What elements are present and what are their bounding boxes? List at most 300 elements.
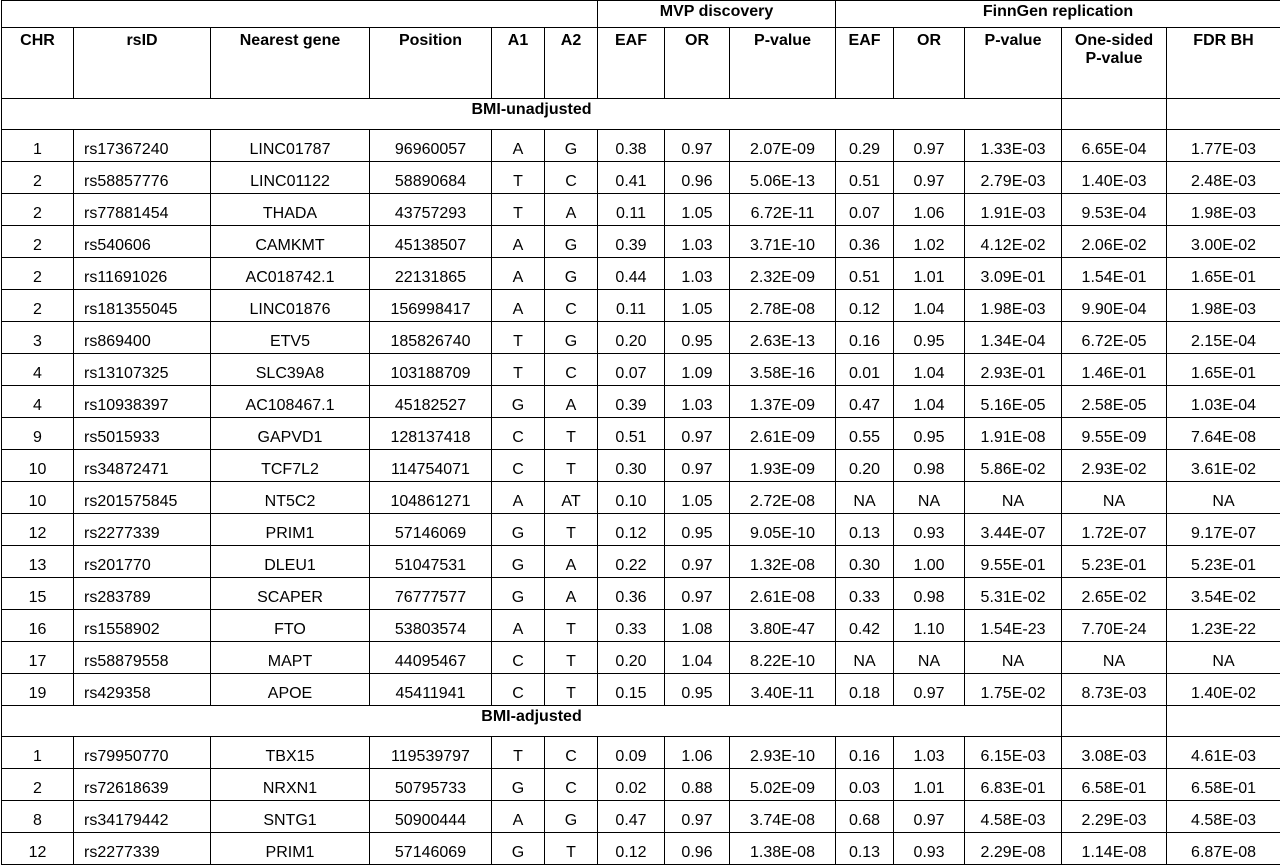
table-cell: APOE (211, 674, 370, 706)
table-row (2, 418, 1280, 450)
table-row (2, 833, 1280, 865)
table-cell: FTO (211, 610, 370, 642)
column-header: OR (665, 28, 730, 99)
table-cell: 104861271 (370, 482, 492, 514)
group-header-row (2, 1, 1280, 28)
table-cell: 1.04 (894, 354, 965, 386)
table-cell: 1.77E-03 (1167, 130, 1280, 162)
table-cell: T (545, 450, 598, 482)
table-cell: PRIM1 (211, 514, 370, 546)
table-cell: NT5C2 (211, 482, 370, 514)
table-cell: 1.04 (894, 386, 965, 418)
table-cell: 0.47 (836, 386, 894, 418)
table-cell: 0.01 (836, 354, 894, 386)
table-cell: 0.97 (665, 130, 730, 162)
column-header: P-value (965, 28, 1062, 99)
table-cell: 119539797 (370, 737, 492, 769)
table-cell: AC018742.1 (211, 258, 370, 290)
table-cell: 1.40E-03 (1062, 162, 1167, 194)
table-cell: 0.96 (665, 833, 730, 865)
table-cell: 2.72E-08 (730, 482, 836, 514)
table-cell: rs429358 (74, 674, 211, 706)
table-cell: G (492, 546, 545, 578)
table-cell: 2.93E-02 (1062, 450, 1167, 482)
table-cell: 57146069 (370, 514, 492, 546)
column-header: FDR BH (1167, 28, 1280, 99)
table-cell: A (545, 578, 598, 610)
table-cell: 1.54E-01 (1062, 258, 1167, 290)
table-cell: 0.20 (836, 450, 894, 482)
table-cell: A (545, 194, 598, 226)
table-cell: A (492, 610, 545, 642)
table-cell: 2.78E-08 (730, 290, 836, 322)
table-cell: T (492, 737, 545, 769)
table-cell: 1.14E-08 (1062, 833, 1167, 865)
column-header: rsID (74, 28, 211, 99)
table-cell: 0.13 (836, 833, 894, 865)
table-cell: 2.61E-09 (730, 418, 836, 450)
table-cell: 0.51 (836, 258, 894, 290)
table-cell: NA (1062, 642, 1167, 674)
table-cell: 22131865 (370, 258, 492, 290)
table-cell: LINC01122 (211, 162, 370, 194)
table-cell: NA (1167, 642, 1280, 674)
table-cell: 0.11 (598, 194, 665, 226)
table-cell: SCAPER (211, 578, 370, 610)
table-cell: 8 (2, 801, 74, 833)
table-cell: 2 (2, 194, 74, 226)
table-cell: 1.05 (665, 482, 730, 514)
table-cell: TBX15 (211, 737, 370, 769)
table-cell: 4.58E-03 (1167, 801, 1280, 833)
table-cell: C (545, 290, 598, 322)
table-cell: 6.15E-03 (965, 737, 1062, 769)
table-cell: CAMKMT (211, 226, 370, 258)
table-row (2, 482, 1280, 514)
table-cell: 1.01 (894, 769, 965, 801)
table-cell: G (492, 386, 545, 418)
table-cell: G (545, 258, 598, 290)
table-cell: rs2277339 (74, 833, 211, 865)
table-cell: 13 (2, 546, 74, 578)
table-cell: rs181355045 (74, 290, 211, 322)
table-cell: G (545, 226, 598, 258)
table-cell: 0.39 (598, 386, 665, 418)
table-cell: 1.40E-02 (1167, 674, 1280, 706)
table-cell: 2.06E-02 (1062, 226, 1167, 258)
table-row (2, 194, 1280, 226)
table-row (2, 258, 1280, 290)
table-cell: 0.33 (598, 610, 665, 642)
table-cell: T (492, 194, 545, 226)
table-cell: 2 (2, 258, 74, 290)
table-cell: 0.44 (598, 258, 665, 290)
section-header-blank-cell (1167, 99, 1280, 130)
table-cell: 3.09E-01 (965, 258, 1062, 290)
table-cell: 12 (2, 833, 74, 865)
table-cell: 1.65E-01 (1167, 354, 1280, 386)
section-header-row (2, 99, 1280, 130)
table-cell: T (545, 674, 598, 706)
table-cell: 2.07E-09 (730, 130, 836, 162)
table-cell: 0.11 (598, 290, 665, 322)
table-cell: 0.16 (836, 737, 894, 769)
table-cell: 19 (2, 674, 74, 706)
table-cell: A (492, 482, 545, 514)
table-row (2, 674, 1280, 706)
table-cell: 1.93E-09 (730, 450, 836, 482)
table-cell: 0.95 (665, 322, 730, 354)
table-cell: 10 (2, 450, 74, 482)
table-cell: 1.98E-03 (1167, 194, 1280, 226)
table-cell: 6.83E-01 (965, 769, 1062, 801)
table-cell: T (545, 418, 598, 450)
table-cell: 2.48E-03 (1167, 162, 1280, 194)
table-row (2, 610, 1280, 642)
table-row (2, 450, 1280, 482)
table-cell: NA (965, 482, 1062, 514)
table-cell: 2.29E-08 (965, 833, 1062, 865)
table-cell: 1.05 (665, 290, 730, 322)
table-cell: 0.97 (894, 162, 965, 194)
table-cell: MAPT (211, 642, 370, 674)
group-header-blank (2, 1, 598, 28)
table-cell: 96960057 (370, 130, 492, 162)
table-cell: 0.95 (665, 514, 730, 546)
table-cell: 0.22 (598, 546, 665, 578)
table-cell: 0.16 (836, 322, 894, 354)
table-cell: rs283789 (74, 578, 211, 610)
table-cell: 9.90E-04 (1062, 290, 1167, 322)
table-cell: 0.36 (836, 226, 894, 258)
table-cell: 1 (2, 130, 74, 162)
table-cell: 0.97 (665, 578, 730, 610)
column-header: Nearest gene (211, 28, 370, 99)
table-cell: 2.15E-04 (1167, 322, 1280, 354)
table-cell: 9.17E-07 (1167, 514, 1280, 546)
table-cell: NA (1167, 482, 1280, 514)
table-cell: 45182527 (370, 386, 492, 418)
table-cell: T (545, 610, 598, 642)
table-cell: 1.91E-03 (965, 194, 1062, 226)
table-cell: 0.55 (836, 418, 894, 450)
table-cell: 9.53E-04 (1062, 194, 1167, 226)
table-cell: rs201770 (74, 546, 211, 578)
table-cell: rs58857776 (74, 162, 211, 194)
table-cell: C (492, 450, 545, 482)
table-cell: rs58879558 (74, 642, 211, 674)
table-cell: 1.38E-08 (730, 833, 836, 865)
table-cell: 1.33E-03 (965, 130, 1062, 162)
table-cell: 3.44E-07 (965, 514, 1062, 546)
table-cell: G (492, 514, 545, 546)
table-cell: 6.72E-05 (1062, 322, 1167, 354)
table-cell: rs34872471 (74, 450, 211, 482)
section-title: BMI-adjusted (2, 706, 1062, 737)
table-cell: 0.88 (665, 769, 730, 801)
table-cell: AC108467.1 (211, 386, 370, 418)
table-row (2, 737, 1280, 769)
table-cell: 1.65E-01 (1167, 258, 1280, 290)
table-cell: C (545, 354, 598, 386)
group-header-mvp: MVP discovery (598, 1, 836, 28)
table-cell: 5.31E-02 (965, 578, 1062, 610)
table-row (2, 546, 1280, 578)
table-cell: 1.03 (665, 386, 730, 418)
table-cell: 0.98 (894, 578, 965, 610)
table-cell: 0.93 (894, 514, 965, 546)
table-cell: 57146069 (370, 833, 492, 865)
column-header: EAF (836, 28, 894, 99)
table-cell: rs72618639 (74, 769, 211, 801)
table-cell: 2.93E-01 (965, 354, 1062, 386)
table-cell: 6.72E-11 (730, 194, 836, 226)
table-cell: C (492, 418, 545, 450)
table-cell: 4.58E-03 (965, 801, 1062, 833)
table-row (2, 290, 1280, 322)
table-cell: 2.63E-13 (730, 322, 836, 354)
table-cell: T (492, 322, 545, 354)
table-cell: 6.58E-01 (1167, 769, 1280, 801)
table-cell: rs5015933 (74, 418, 211, 450)
table-cell: 1.01 (894, 258, 965, 290)
table-cell: 0.95 (894, 418, 965, 450)
table-cell: 1.98E-03 (965, 290, 1062, 322)
table-cell: NA (894, 482, 965, 514)
table-cell: 44095467 (370, 642, 492, 674)
table-cell: 7.70E-24 (1062, 610, 1167, 642)
table-cell: A (545, 386, 598, 418)
table-cell: 1 (2, 737, 74, 769)
column-header: P-value (730, 28, 836, 99)
table-cell: 0.95 (894, 322, 965, 354)
table-cell: 15 (2, 578, 74, 610)
table-cell: GAPVD1 (211, 418, 370, 450)
table-cell: T (545, 833, 598, 865)
table-row (2, 386, 1280, 418)
table-cell: rs869400 (74, 322, 211, 354)
table-cell: NA (836, 482, 894, 514)
table-cell: 0.02 (598, 769, 665, 801)
table-row (2, 162, 1280, 194)
results-table (1, 0, 1280, 865)
table-cell: C (492, 642, 545, 674)
table-cell: DLEU1 (211, 546, 370, 578)
table-cell: 6.65E-04 (1062, 130, 1167, 162)
table-cell: PRIM1 (211, 833, 370, 865)
table-cell: 156998417 (370, 290, 492, 322)
table-cell: 1.54E-23 (965, 610, 1062, 642)
table-cell: G (492, 578, 545, 610)
table-cell: 1.04 (894, 290, 965, 322)
table-row (2, 801, 1280, 833)
table-cell: rs34179442 (74, 801, 211, 833)
table-cell: 12 (2, 514, 74, 546)
table-cell: 0.20 (598, 322, 665, 354)
table-cell: 0.95 (665, 674, 730, 706)
table-cell: 76777577 (370, 578, 492, 610)
table-cell: 0.13 (836, 514, 894, 546)
table-row (2, 226, 1280, 258)
table-cell: 0.39 (598, 226, 665, 258)
table-cell: 1.37E-09 (730, 386, 836, 418)
table-cell: 5.16E-05 (965, 386, 1062, 418)
table-cell: 0.97 (665, 546, 730, 578)
table-cell: G (545, 130, 598, 162)
table-cell: 1.04 (665, 642, 730, 674)
table-cell: 3 (2, 322, 74, 354)
table-cell: 1.03 (665, 258, 730, 290)
table-cell: 0.97 (894, 674, 965, 706)
table-cell: 0.20 (598, 642, 665, 674)
table-cell: A (492, 258, 545, 290)
group-header-finngen: FinnGen replication (836, 1, 1280, 28)
table-cell: 0.12 (598, 833, 665, 865)
table-cell: 3.74E-08 (730, 801, 836, 833)
table-cell: 103188709 (370, 354, 492, 386)
table-cell: 2.93E-10 (730, 737, 836, 769)
table-cell: 17 (2, 642, 74, 674)
table-cell: 0.18 (836, 674, 894, 706)
table-cell: T (492, 162, 545, 194)
table-cell: 16 (2, 610, 74, 642)
table-cell: 0.42 (836, 610, 894, 642)
table-cell: 0.98 (894, 450, 965, 482)
table-cell: ETV5 (211, 322, 370, 354)
table-cell: T (545, 642, 598, 674)
table-cell: 1.05 (665, 194, 730, 226)
table-cell: NRXN1 (211, 769, 370, 801)
table-cell: 45411941 (370, 674, 492, 706)
table-cell: 0.12 (836, 290, 894, 322)
table-cell: 9.05E-10 (730, 514, 836, 546)
table-cell: rs1558902 (74, 610, 211, 642)
table-cell: 1.34E-04 (965, 322, 1062, 354)
table-cell: 4.12E-02 (965, 226, 1062, 258)
table-cell: 6.58E-01 (1062, 769, 1167, 801)
table-cell: 5.86E-02 (965, 450, 1062, 482)
table-cell: C (545, 769, 598, 801)
table-cell: rs17367240 (74, 130, 211, 162)
table-cell: 2.79E-03 (965, 162, 1062, 194)
table-cell: 5.23E-01 (1062, 546, 1167, 578)
section-header-blank-cell (1167, 706, 1280, 737)
table-cell: 3.54E-02 (1167, 578, 1280, 610)
table-cell: C (492, 674, 545, 706)
table-cell: 9.55E-09 (1062, 418, 1167, 450)
table-cell: 3.80E-47 (730, 610, 836, 642)
table-cell: 0.12 (598, 514, 665, 546)
table-cell: 0.30 (598, 450, 665, 482)
section-header-blank-cell (1062, 706, 1167, 737)
table-cell: 0.68 (836, 801, 894, 833)
table-cell: 4 (2, 354, 74, 386)
table-cell: 0.33 (836, 578, 894, 610)
table-row (2, 322, 1280, 354)
column-header: Position (370, 28, 492, 99)
table-cell: 9.55E-01 (965, 546, 1062, 578)
table-cell: 2 (2, 290, 74, 322)
table-cell: T (492, 354, 545, 386)
table-cell: 1.10 (894, 610, 965, 642)
table-cell: 2.58E-05 (1062, 386, 1167, 418)
table-row (2, 514, 1280, 546)
table-cell: A (492, 130, 545, 162)
table-cell: 1.23E-22 (1167, 610, 1280, 642)
table-cell: G (545, 801, 598, 833)
table-cell: 1.91E-08 (965, 418, 1062, 450)
table-cell: 0.47 (598, 801, 665, 833)
table-cell: 1.09 (665, 354, 730, 386)
section-title: BMI-unadjusted (2, 99, 1062, 130)
table-row (2, 354, 1280, 386)
table-cell: C (545, 162, 598, 194)
table-cell: 2 (2, 769, 74, 801)
table-cell: 1.02 (894, 226, 965, 258)
table-cell: 50900444 (370, 801, 492, 833)
table-row (2, 642, 1280, 674)
table-cell: 1.06 (665, 737, 730, 769)
table-cell: 0.51 (836, 162, 894, 194)
table-cell: rs11691026 (74, 258, 211, 290)
table-cell: SNTG1 (211, 801, 370, 833)
section-header-row (2, 706, 1280, 737)
table-cell: 0.36 (598, 578, 665, 610)
column-header: OR (894, 28, 965, 99)
table-cell: 1.00 (894, 546, 965, 578)
table-cell: 1.08 (665, 610, 730, 642)
table-cell: C (545, 737, 598, 769)
table-cell: 2 (2, 162, 74, 194)
table-cell: 58890684 (370, 162, 492, 194)
table-cell: 1.06 (894, 194, 965, 226)
table-cell: rs77881454 (74, 194, 211, 226)
table-cell: 9 (2, 418, 74, 450)
table-cell: LINC01787 (211, 130, 370, 162)
table-cell: SLC39A8 (211, 354, 370, 386)
table-cell: 1.98E-03 (1167, 290, 1280, 322)
table-cell: 4 (2, 386, 74, 418)
table-cell: TCF7L2 (211, 450, 370, 482)
table-cell: 2.29E-03 (1062, 801, 1167, 833)
table-body (2, 99, 1280, 865)
table-cell: 3.61E-02 (1167, 450, 1280, 482)
table-cell: A (492, 290, 545, 322)
table-cell: rs13107325 (74, 354, 211, 386)
table-cell: rs10938397 (74, 386, 211, 418)
table-cell: 1.72E-07 (1062, 514, 1167, 546)
table-row (2, 769, 1280, 801)
table-cell: A (492, 801, 545, 833)
table-cell: 8.22E-10 (730, 642, 836, 674)
column-header: A1 (492, 28, 545, 99)
column-header: CHR (2, 28, 74, 99)
column-header: A2 (545, 28, 598, 99)
table-cell: T (545, 514, 598, 546)
table-cell: 1.03 (894, 737, 965, 769)
table-cell: 1.03E-04 (1167, 386, 1280, 418)
table-cell: 1.32E-08 (730, 546, 836, 578)
table-cell: 2.61E-08 (730, 578, 836, 610)
table-cell: 3.58E-16 (730, 354, 836, 386)
table-cell: 5.06E-13 (730, 162, 836, 194)
table-cell: 3.40E-11 (730, 674, 836, 706)
table-cell: 0.96 (665, 162, 730, 194)
table-cell: 3.71E-10 (730, 226, 836, 258)
table-cell: 1.03 (665, 226, 730, 258)
table-cell: LINC01876 (211, 290, 370, 322)
table-cell: 2.65E-02 (1062, 578, 1167, 610)
